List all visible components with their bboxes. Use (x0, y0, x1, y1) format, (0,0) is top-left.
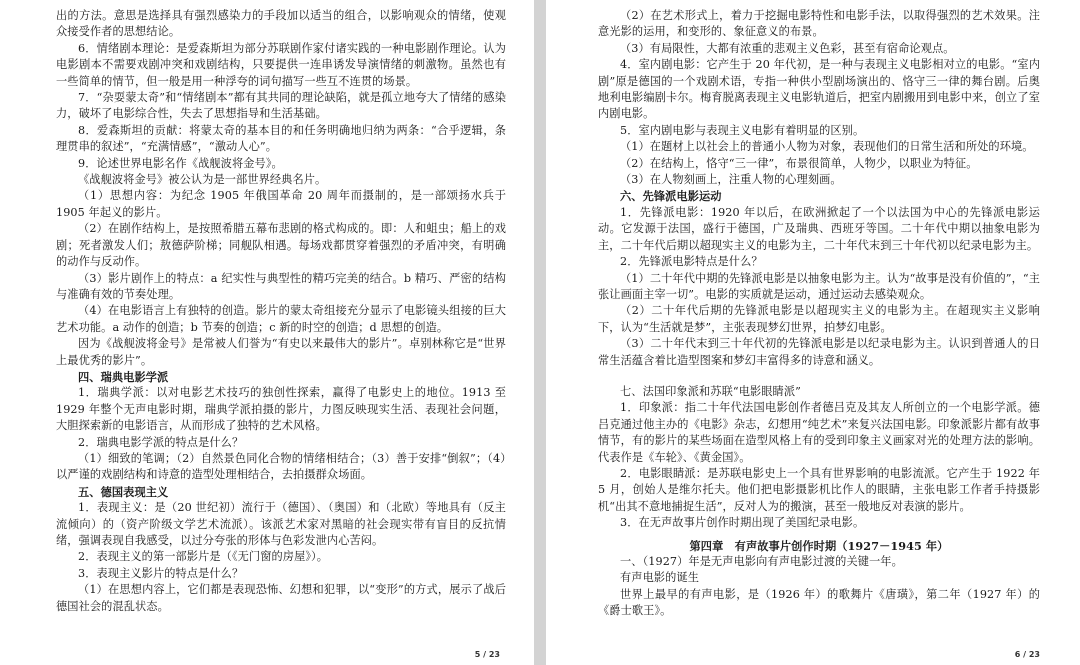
paragraph: 有声电影的诞生 (620, 571, 700, 585)
paragraph: 9．论述世界电影名作《战舰波将金号》。 (78, 156, 283, 170)
paragraph: 2．先锋派电影特点是什么？ (620, 255, 763, 269)
page-number: 6 / 23 (1014, 650, 1040, 659)
paragraph: （3）有局限性，大都有浓重的悲观主义色彩，甚至有宿命论观点。 (620, 41, 955, 55)
paragraph: 出的方法。意思是选择具有强烈感染力的手段加以适当的组合，以影响观众的情绪，使观众接受作者的思想结论。 (56, 9, 506, 39)
paragraph: 3．在无声故事片创作时期出现了美国纪录电影。 (620, 516, 865, 530)
paragraph: 1．瑞典学派：以对电影艺术技巧的独创性探索，赢得了电影史上的地位。1913 至 1929 年整个无声电影时期，瑞典学派拍摄的影片，力图反映现实生活、表现社会问题，大胆探索新的电影语言，从而形成了独特的艺术风格。 (56, 386, 506, 433)
paragraph: 2．表现主义的第一部影片是（《无门窗的房屋》）。 (78, 550, 329, 564)
paragraph: 一、（1927）年是无声电影向有声电影过渡的关键一年。 (620, 555, 903, 568)
paragraph: （2）在艺术形式上，着力于挖掘电影特性和电影手法，以取得强烈的艺术效果。注意光影的运用，和变形的、象征意义的布景。 (598, 9, 1040, 39)
paragraph: （2）在剧作结构上，是按照希腊五幕布悲剧的格式构成的。即：人和蛆虫；船上的戏剧；死者激发人们；敖德萨阶梯；同舰队相遇。每场戏都贯穿着强烈的矛盾冲突，有明确的动作与反动作。 (56, 222, 506, 269)
paragraph: 1．先锋派电影：1920 年以后，在欧洲掀起了一个以法国为中心的先锋派电影运动。它发源于法国，盛行于德国，广及瑞典、西班牙等国。二十年代中期以抽象电影为主，二十年代后期以超现实主义的电影为主，二十年代末到三十年代初以纪录电影为主。 (598, 205, 1040, 252)
section-heading: 四、瑞典电影学派 (78, 369, 169, 384)
paragraph: （1）二十年代中期的先锋派电影是以抽象电影为主。认为“故事是没有价值的”，“主张让画面主宰一切”。电影的实质就是运动，通过运动去感染观众。 (598, 271, 1040, 301)
paragraph: （3）影片剧作上的特点：a 纪实性与典型性的精巧完美的结合。b 精巧、严密的结构与准确有效的节奏处理。 (56, 271, 506, 301)
paragraph: 1．表现主义：是（20 世纪初）流行于（德国）、（奥国）和（北欧）等地具有（反主流倾向）的（资产阶级文学艺术流派）。该派艺术家对黑暗的社会现实带有盲目的反抗情绪，强调表现自我感受，以过分夸张的形体与色彩发泄内心苦闷。 (56, 501, 506, 547)
paragraph: 世界上最早的有声电影，是（1926 年）的歌舞片《唐璜》，第二年（1927 年）的《爵士歌王》。 (598, 587, 1040, 618)
chapter-heading: 第四章 有声故事片创作时期（1927－1945 年） (689, 538, 949, 553)
paragraph: 4．室内剧电影：它产生于 20 年代初，是一种与表现主义电影相对立的电影。“室内剧”原是德国的一个戏剧术语，专指一种供小型剧场演出的、恪守三一律的舞台剧。后奥地利电影编剧卡尔。梅育脱离表现主义电影轨道后，把室内剧搬用到电影中来，创立了室内剧电影。 (598, 58, 1040, 121)
paragraph: （1）思想内容：为纪念 1905 年俄国革命 20 周年而摄制的，是一部颂扬水兵于 1905 年起义的影片。 (56, 189, 506, 219)
paragraph: 3．表现主义影片的特点是什么？ (78, 566, 244, 580)
paragraph: （4）在电影语言上有独特的创造。影片的蒙太奇组接充分显示了电影镜头组接的巨大艺术功能。a 动作的创造；b 节奏的创造；c 新的时空的创造；d 思想的创造。 (56, 304, 506, 334)
paragraph: 8．爱森斯坦的贡献：将蒙太奇的基本目的和任务明确地归纳为两条：“合乎逻辑，条理贯串的叙述”，“充满情感”，“激动人心”。 (56, 123, 506, 154)
paragraph: （2）二十年代后期的先锋派电影是以超现实主义的电影为主。在超现实主义影响下，认为“生活就是梦”，主张表现梦幻世界，拍梦幻电影。 (598, 304, 1040, 334)
page-gutter (534, 0, 546, 665)
paragraph: （1）细致的笔调；（2）自然景色同化合物的情绪相结合；（3）善于安排“倒叙”；（4）以严谨的戏剧结构和诗意的造型处理相结合，去拍摄群众场面。 (56, 451, 506, 482)
paragraph: 7．“杂耍蒙太奇”和“情绪剧本”都有其共同的理论缺陷，就是孤立地夸大了情绪的感染力，破坏了电影综合性，失去了思想指导和生活基础。 (56, 91, 506, 121)
section-heading: 六、先锋派电影运动 (620, 189, 722, 204)
paragraph: 《战舰波将金号》被公认为是一部世界经典名片。 (78, 173, 327, 187)
paragraph: （3）二十年代末到三十年代初的先锋派电影是以纪录电影为主。认识到普通人的日常生活蕴含着比造型图案和梦幻丰富得多的诗意和涵义。 (598, 337, 1040, 367)
page-number: 5 / 23 (474, 650, 500, 659)
paragraph: 因为《战舰波将金号》是常被人们誉为“有史以来最伟大的影片”。卓别林称它是“世界上最优秀的影片”。 (56, 337, 506, 367)
paragraph: 6．情绪剧本理论：是爱森斯坦为部分苏联剧作家付诸实践的一种电影剧作理论。认为电影剧本不需要戏剧冲突和戏剧结构，只要提供一连串诱发导演情绪的刺激物。虽然也有一些简单的情节，但一般是用一种浮夸的词句描写一些互不连贯的场景。 (56, 41, 506, 88)
paragraph: （1）在思想内容上，它们都是表现恐怖、幻想和犯罪，以“变形”的方式，展示了战后德国社会的混乱状态。 (56, 583, 506, 613)
document-page-right (546, 0, 1080, 665)
paragraph: （3）在人物刻画上，注重人物的心理刻画。 (620, 173, 842, 187)
page-body (598, 8, 1040, 620)
paragraph: 2．电影眼睛派：是苏联电影史上一个具有世界影响的电影流派。它产生于 1922 年 5 月，创始人是维尔托夫。他们把电影摄影机比作人的眼睛，主张电影工作者手持摄影机“出其不意地捕捉生活”，反对人为的搬演，甚至一般地反对表演的影片。 (598, 466, 1040, 513)
paragraph: （1）在题材上以社会上的普通小人物为对象，表现他们的日常生活和所处的环境。 (620, 140, 1034, 154)
paragraph: （2）在结构上，恪守“三一律”，布景很简单，人物少，以职业为特征。 (620, 156, 978, 170)
paragraph: 七、法国印象派和苏联“电影眼睛派” (620, 384, 801, 398)
paragraph: 1．印象派：指二十年代法国电影创作者德吕克及其友人所创立的一个电影学派。德吕克通过他主办的《电影》杂志，幻想用“纯艺术”来复兴法国电影。印象派影片都有故事情节，有的影片的某些场面在造型风格上有的受到印象主义画家对光的处理方法的影响。代表作是《车轮》、《黄金国》。 (598, 401, 1040, 464)
section-heading: 五、德国表现主义 (78, 484, 169, 499)
document-page-left (0, 0, 534, 665)
page-body (56, 8, 506, 615)
paragraph: 5．室内剧电影与表现主义电影有着明显的区别。 (620, 123, 865, 137)
paragraph: 2．瑞典电影学派的特点是什么？ (78, 435, 244, 449)
